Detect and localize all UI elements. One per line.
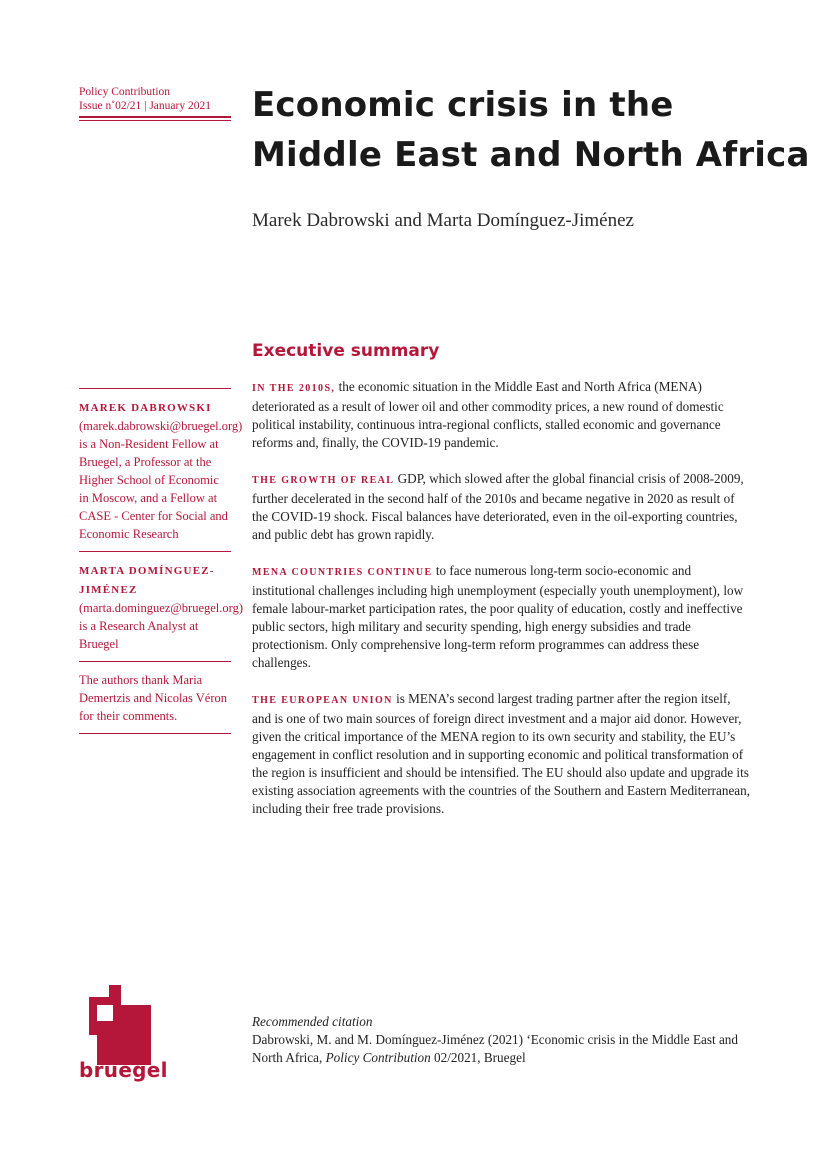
author2-bio-block (79, 552, 244, 661)
issue-label: Issue n˚02/21 | January 2021 (79, 100, 211, 112)
summary-paragraph (252, 690, 752, 818)
author2-name: MARTA DOMÍNGUEZ-JIMÉNEZ (79, 565, 215, 596)
summary-paragraph (252, 562, 752, 672)
authors-line: Marek Dabrowski and Marta Domínguez-Jiménez (252, 210, 634, 231)
paragraph-lead: MENA COUNTRIES CONTINUE (252, 567, 433, 578)
citation-publication: Policy Contribution (325, 1050, 431, 1065)
logo-square-edge (89, 1021, 97, 1035)
paragraph-text: the economic situation in the Middle East and North Africa (MENA) deteriorated as a result of lower oil and other commodity prices, a new round of domestic political instability, continuous intra-regional conflicts, stalled economic and governance reforms and, finally, the COVID-19 pandemic. (252, 379, 724, 450)
paragraph-lead: THE EUROPEAN UNION (252, 695, 393, 706)
author2-bio: (marta.dominguez@bruegel.org) is a Research Analyst at Bruegel (79, 601, 244, 651)
title-line-1: Economic crisis in the (252, 85, 674, 125)
summary-paragraph (252, 470, 752, 544)
meta-rule-thick (79, 116, 231, 118)
paragraph-text: is MENA’s second largest trading partner after the region itself, and is one of two main sources of foreign direct investment and a major aid donor. However, given the critical importance of the MENA region to its own security and stability, the EU’s engagement in conflict resolution and in supporting economic and political transformation of the region is insufficient and should be intensified. The EU should also update and upgrade its existing association agreements with the countries of the Southern and Eastern Mediterranean, including their free trade provisions. (252, 691, 751, 816)
author-sidebar (79, 388, 244, 734)
summary-paragraph (252, 378, 752, 452)
sidebar-rule (79, 733, 231, 734)
author1-bio: (marek.dabrowski@bruegel.org) is a Non-Resident Fellow at Bruegel, a Professor at the Higher School of Economic in Moscow, and a Fellow at CASE - Center for Social and Economic Research (79, 419, 243, 541)
author1-bio-block (79, 389, 243, 551)
recommended-citation (252, 1013, 752, 1067)
page-title (252, 80, 812, 180)
citation-text-end: 02/2021, Bruegel (430, 1050, 526, 1065)
logo-wordmark: bruegel (79, 1058, 168, 1082)
series-label: Policy Contribution (79, 86, 171, 98)
publication-meta (79, 85, 231, 121)
acknowledgements: The authors thank Maria Demertzis and Nicolas Véron for their comments. (79, 673, 227, 723)
paragraph-lead: THE GROWTH OF REAL (252, 475, 395, 486)
logo-square-small (109, 985, 121, 997)
executive-summary-body (252, 378, 752, 836)
citation-text-main: Dabrowski, M. and M. Domínguez-Jiménez (2021) ‘Economic crisis in the Middle East and North Africa, (252, 1032, 738, 1065)
paragraph-text: GDP, which slowed after the global financial crisis of 2008-2009, further decelerated in the second half of the 2010s and became negative in 2020 as result of the COVID-19 shock. Fiscal balances have deteriorated, even in the oil-exporting countries, and public debt has grown rapidly. (252, 471, 744, 542)
title-line-2: Middle East and North Africa (252, 135, 810, 175)
logo-square-cutout (97, 1005, 113, 1021)
meta-rule-thin (79, 120, 231, 121)
executive-summary-heading: Executive summary (252, 341, 440, 361)
author1-name: MAREK DABROWSKI (79, 402, 212, 414)
paragraph-lead: IN THE 2010S, (252, 383, 336, 394)
paragraph-text: to face numerous long-term socio-economic and institutional challenges including high unemployment (especially youth unemployment), low female labour-market participation rates, the poor quality of education, costly and ineffective public sectors, high military and security spending, high energy subsidies and trade protectionism. Only comprehensive long-term reform programmes can address these challenges. (252, 563, 744, 670)
citation-text (252, 1031, 752, 1067)
citation-label: Recommended citation (252, 1014, 373, 1029)
